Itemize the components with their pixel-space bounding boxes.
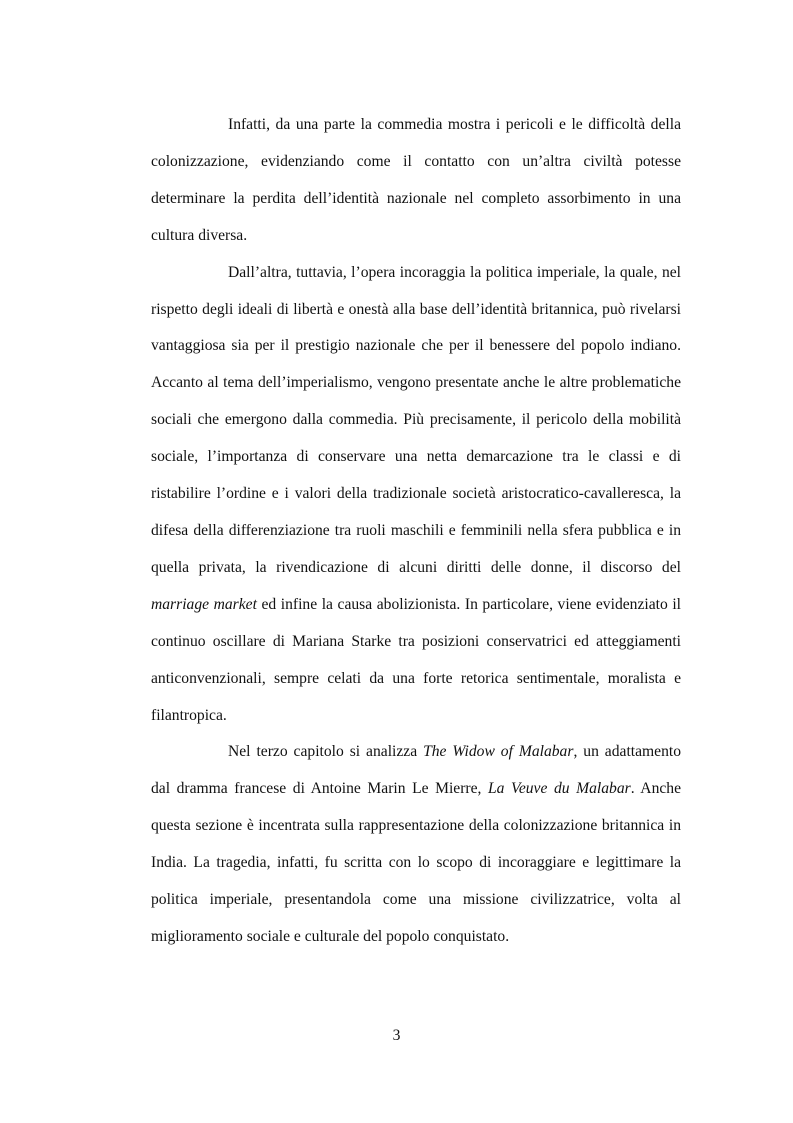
paragraph-2-text-b: ed infine la causa abolizionista. In particolare, viene evidenziato il continuo oscillare di Mariana Starke tra posizioni conservatrici ed atteggiamenti anticonvenzionali, sempre celati da una forte retorica sentimentale, moralista e filantropica. <box>151 595 681 724</box>
page-number: 3 <box>392 1027 401 1044</box>
paragraph-3 <box>151 734 681 955</box>
paragraph-1-text: Infatti, da una parte la commedia mostra i pericoli e le difficoltà della colonizzazione, evidenziando come il contatto con un’altra civiltà potesse determinare la perdita dell’identità nazionale nel completo assorbimento in una cultura diversa. <box>151 116 681 244</box>
paragraph-2-italic-term: marriage market <box>151 595 257 613</box>
paragraph-3-italic-title-1: The Widow of Malabar <box>423 743 574 761</box>
paragraph-3-text-a: Nel terzo capitolo si analizza <box>228 743 424 761</box>
body-text <box>151 107 681 956</box>
paragraph-3-text-b: , un adattamento dal dramma francese di Antoine Marin Le Mierre, <box>151 743 682 798</box>
paragraph-3-italic-title-2: La Veuve du Malabar <box>488 780 631 798</box>
paragraph-2-text-a: Dall’altra, tuttavia, l’opera incoraggia la politica imperiale, la quale, nel rispetto degli ideali di libertà e onestà alla base dell’identità britannica, può rivelarsi vantaggiosa sia per il prestigio nazionale che per il benessere del popolo indiano. Accanto al tema dell’imperialismo, vengono presentate anche le altre problematiche sociali che emergono dalla commedia. Più precisamente, il pericolo della mobilità sociale, l’importanza di conservare una netta demarcazione tra le classi e di ristabilire l’ordine e i valori della tradizionale società aristocratico-cavalleresca, la difesa della differenziazione tra ruoli maschili e femminili nella sfera pubblica e in quella privata, la rivendicazione di alcuni diritti delle donne, il discorso del <box>151 263 681 576</box>
paragraph-1 <box>151 107 681 255</box>
paragraph-3-text-c: . Anche questa sezione è incentrata sulla rappresentazione della colonizzazione britannica in India. La tragedia, infatti, fu scritta con lo scopo di incoraggiare e legittimare la politica imperiale, presentandola come una missione civilizzatrice, volta al miglioramento sociale e culturale del popolo conquistato. <box>151 780 682 945</box>
paragraph-2 <box>151 255 681 735</box>
